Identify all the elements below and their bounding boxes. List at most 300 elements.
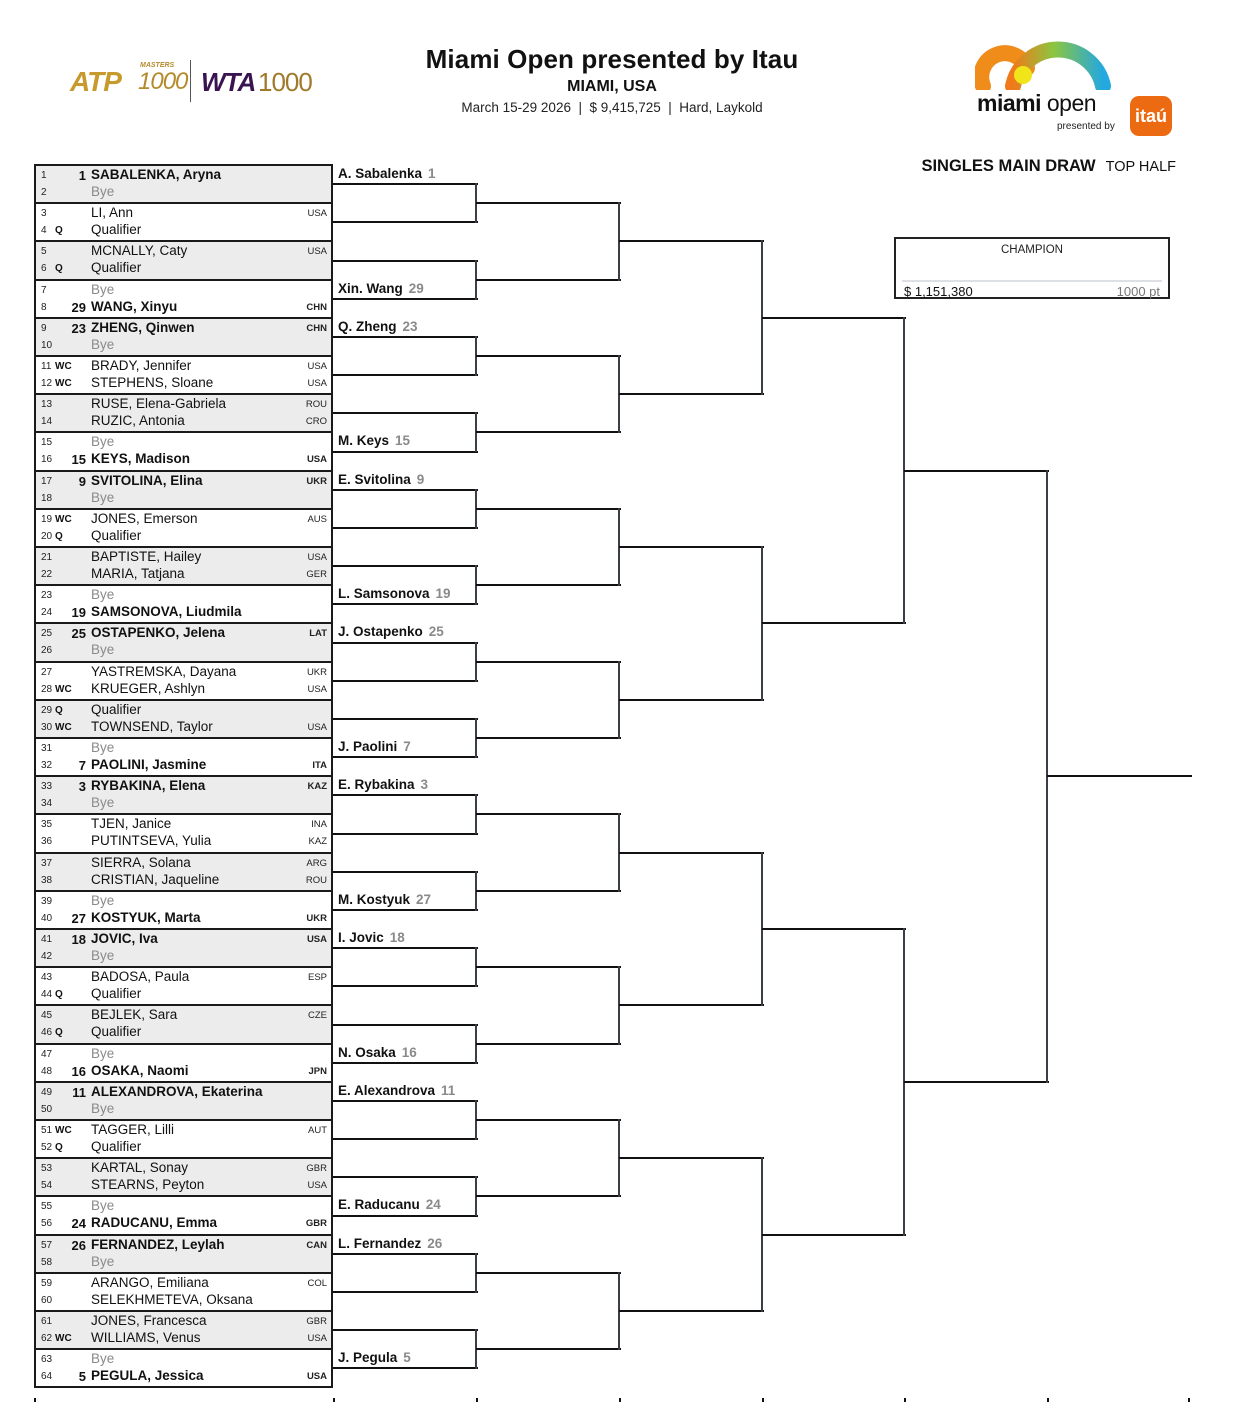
champion-points: 1000 pt [1116, 284, 1160, 299]
draw-row[interactable] [36, 1237, 331, 1254]
player-name: Bye [91, 795, 115, 811]
player-name: Qualifier [91, 986, 142, 1002]
draw-position: 15 [41, 437, 53, 449]
draw-position: 43 [41, 972, 53, 984]
draw-position: 39 [41, 895, 53, 907]
bracket-line [904, 1081, 1049, 1083]
draw-row[interactable] [36, 184, 331, 201]
bracket-line [619, 1310, 764, 1312]
player-name: LI, Ann [91, 205, 134, 221]
round2-seed: 15 [395, 433, 411, 449]
draw-row[interactable] [36, 1063, 331, 1080]
round2-winner[interactable] [338, 472, 424, 487]
draw-row[interactable] [36, 1275, 331, 1292]
draw-section: TOP HALF [1105, 159, 1176, 175]
itau-logo: itaú [1130, 96, 1172, 136]
draw-pair [34, 431, 333, 469]
draw-row[interactable] [36, 222, 331, 239]
draw-pair [34, 317, 333, 355]
player-name: TJEN, Janice [91, 816, 172, 832]
draw-position: 59 [41, 1277, 53, 1289]
round2-seed: 1 [428, 166, 436, 181]
round2-seed: 27 [416, 891, 432, 907]
player-name: YASTREMSKA, Dayana [91, 663, 237, 679]
draw-pair [34, 508, 333, 546]
round2-winner[interactable] [338, 624, 444, 639]
round2-winner[interactable] [338, 1083, 455, 1098]
player-name: Bye [91, 740, 115, 755]
seed-number: 18 [71, 932, 86, 947]
draw-pair [34, 546, 333, 584]
draw-row[interactable] [36, 1139, 331, 1156]
player-country: CZE [308, 1010, 327, 1022]
draw-row[interactable] [36, 396, 331, 413]
draw-row[interactable] [36, 740, 331, 757]
round2-player-name: E. Svitolina [338, 471, 411, 487]
bracket-line [1047, 775, 1192, 777]
draw-row[interactable] [36, 260, 331, 277]
entry-type: Q [55, 989, 63, 1001]
bracket-line [476, 737, 621, 739]
bracket-line [333, 527, 478, 529]
draw-position: 30 [41, 721, 53, 733]
bracket-line [333, 756, 478, 758]
draw-pair [34, 240, 333, 278]
round2-winner[interactable] [338, 319, 418, 334]
entry-type: WC [55, 721, 72, 733]
draw-position: 17 [41, 475, 53, 487]
draw-position: 18 [41, 492, 53, 504]
draw-pair [34, 1004, 333, 1042]
bracket-line [904, 470, 1049, 472]
player-country: USA [307, 361, 327, 372]
bracket-line [333, 909, 478, 911]
player-country: ESP [307, 972, 327, 984]
player-name: ZHENG, Qinwen [91, 319, 195, 335]
draw-row[interactable] [36, 757, 331, 774]
draw-row[interactable] [36, 948, 331, 965]
round2-winner[interactable] [338, 739, 411, 754]
draw-position: 34 [41, 798, 53, 810]
player-country: GBR [306, 1163, 327, 1175]
draw-position: 19 [41, 513, 53, 525]
bracket-line [333, 680, 478, 682]
draw-position: 7 [41, 284, 47, 296]
miami-open-wordmark [977, 90, 1096, 117]
player-country: ARG [306, 857, 327, 869]
player-name: PAOLINI, Jasmine [91, 757, 207, 772]
player-name: ALEXANDROVA, Ekaterina [91, 1083, 263, 1099]
player-name: BADOSA, Paula [91, 969, 190, 985]
player-name: FERNANDEZ, Leylah [91, 1236, 225, 1252]
player-name: SABALENKA, Aryna [91, 167, 222, 182]
draw-position: 63 [41, 1354, 53, 1366]
draw-row[interactable] [36, 604, 331, 621]
tournament-title: Miami Open presented by Itau [425, 44, 799, 74]
bracket-line [333, 1062, 478, 1064]
draw-pair [34, 1195, 333, 1233]
column-tick [34, 1398, 36, 1402]
player-name: Bye [91, 489, 115, 505]
round2-winner[interactable] [338, 166, 436, 181]
draw-row[interactable] [36, 434, 331, 451]
round2-winner[interactable] [338, 892, 431, 907]
round2-player-name: E. Raducanu [338, 1197, 420, 1213]
draw-row[interactable] [36, 587, 331, 604]
bracket-line [333, 412, 478, 414]
draw-position: 2 [41, 187, 47, 198]
champion-label: CHAMPION [1001, 244, 1063, 256]
player-name: JOVIC, Iva [91, 931, 158, 946]
draw-row[interactable] [36, 243, 331, 260]
player-name: RYBAKINA, Elena [91, 778, 206, 794]
atp-masters-label: MASTERS [140, 62, 175, 69]
player-name: BRADY, Jennifer [91, 358, 192, 373]
player-country: GER [306, 569, 327, 580]
draw-row[interactable] [36, 1084, 331, 1101]
bracket-line [476, 431, 621, 433]
draw-row[interactable] [36, 1024, 331, 1041]
draw-row[interactable] [36, 299, 331, 316]
player-name: STEPHENS, Sloane [91, 375, 214, 390]
draw-row[interactable] [36, 778, 331, 795]
draw-position: 62 [41, 1333, 53, 1344]
draw-position: 37 [41, 857, 53, 869]
player-country: USA [307, 552, 327, 563]
player-country: USA [306, 934, 327, 945]
player-country: INA [311, 819, 327, 831]
round2-seed: 9 [416, 471, 425, 487]
bracket-line [333, 336, 478, 338]
draw-pair [34, 699, 333, 737]
entry-type: WC [55, 361, 72, 372]
round2-seed: 11 [441, 1082, 456, 1098]
draw-row[interactable] [36, 986, 331, 1003]
player-country: USA [307, 1180, 327, 1192]
draw-row[interactable] [36, 1351, 331, 1368]
entry-type: WC [55, 1125, 72, 1136]
draw-pair [34, 813, 333, 851]
player-name: Qualifier [91, 701, 142, 717]
player-name: Bye [91, 1045, 115, 1061]
bracket-line [333, 718, 478, 720]
seed-number: 29 [71, 299, 86, 315]
bracket-line [476, 279, 621, 281]
draw-row[interactable] [36, 681, 331, 698]
seed-number: 26 [71, 1237, 86, 1253]
draw-position: 23 [41, 590, 53, 602]
round2-winner[interactable] [338, 1350, 411, 1365]
entry-type: WC [55, 683, 72, 695]
draw-pair [34, 966, 333, 1004]
draw-row[interactable] [36, 473, 331, 490]
draw-row[interactable] [36, 855, 331, 872]
draw-pair [34, 928, 333, 966]
bracket-line [762, 317, 906, 319]
round2-seed: 16 [401, 1044, 417, 1060]
open-word: open [1046, 90, 1097, 116]
round2-winner[interactable] [338, 281, 424, 296]
player-name: BAPTISTE, Hailey [91, 549, 202, 564]
bracket-line [333, 947, 478, 949]
draw-position: 26 [41, 645, 53, 657]
draw-row[interactable] [36, 566, 331, 583]
wta-logo: WTA [201, 67, 256, 97]
draw-position: 31 [41, 743, 53, 754]
draw-position: 44 [41, 989, 53, 1001]
player-name: SAMSONOVA, Liudmila [91, 604, 242, 620]
draw-position: 53 [41, 1163, 53, 1175]
draw-pair [34, 1310, 333, 1348]
bracket-line [619, 546, 764, 548]
player-country: KAZ [307, 781, 327, 793]
bracket-line [619, 1157, 764, 1159]
draw-position: 51 [41, 1125, 53, 1136]
draw-position: 14 [41, 416, 53, 428]
column-tick [1047, 1398, 1049, 1402]
draw-position: 6 [41, 263, 47, 275]
round2-seed: 5 [403, 1350, 411, 1366]
round2-seed: 3 [420, 777, 429, 793]
player-country: UKR [306, 666, 327, 678]
entry-type: WC [55, 513, 72, 525]
draw-row[interactable] [36, 528, 331, 545]
draw-row[interactable] [36, 549, 331, 566]
draw-row[interactable] [36, 167, 331, 184]
draw-position: 40 [41, 912, 53, 924]
bracket-line [333, 260, 478, 262]
draw-position: 36 [41, 836, 53, 848]
seed-number: 25 [71, 626, 86, 642]
draw-row[interactable] [36, 413, 331, 430]
column-tick [619, 1398, 621, 1402]
round2-player-name: Q. Zheng [338, 318, 397, 334]
draw-position: 11 [41, 361, 52, 372]
seed-number: 9 [78, 473, 86, 489]
player-name: STEARNS, Peyton [91, 1177, 205, 1193]
seed-number: 27 [71, 910, 86, 926]
tournament-info: March 15-29 2026 | $ 9,415,725 | Hard, Laykold [461, 100, 763, 115]
draw-row[interactable] [36, 702, 331, 719]
draw-row[interactable] [36, 1330, 331, 1347]
bracket-line [333, 1329, 478, 1331]
draw-position: 54 [41, 1180, 53, 1192]
player-name: RUSE, Elena-Gabriela [91, 396, 227, 412]
draw-row[interactable] [36, 320, 331, 337]
seed-number: 15 [71, 452, 86, 468]
bracket-line [333, 183, 478, 185]
draw-row[interactable] [36, 1254, 331, 1271]
draw-row[interactable] [36, 719, 331, 736]
wta-level: 1000 [258, 67, 312, 97]
draw-row[interactable] [36, 1368, 331, 1385]
player-name: ARANGO, Emiliana [91, 1274, 209, 1290]
draw-position: 56 [41, 1218, 53, 1230]
draw-row[interactable] [36, 872, 331, 889]
bracket-line [619, 852, 764, 854]
draw-position: 61 [41, 1316, 53, 1327]
bracket-line [476, 890, 621, 892]
draw-row[interactable] [36, 375, 331, 392]
atp-logo: ATP [70, 66, 121, 97]
draw-title [880, 157, 1176, 176]
round2-winner[interactable] [338, 930, 405, 945]
draw-position: 55 [41, 1201, 53, 1213]
player-name: KARTAL, Sonay [91, 1160, 189, 1176]
round2-seed: 18 [389, 930, 405, 945]
entry-type: Q [55, 1142, 63, 1153]
draw-pair [34, 1043, 333, 1081]
draw-pair [34, 1081, 333, 1119]
draw-position: 27 [41, 666, 53, 678]
bracket-line [476, 661, 621, 663]
draw-row[interactable] [36, 931, 331, 948]
draw-row[interactable] [36, 910, 331, 927]
bracket-line [333, 1176, 478, 1178]
round2-player-name: J. Pegula [338, 1350, 398, 1366]
player-name: CRISTIAN, Jaqueline [91, 871, 220, 887]
bracket-line [476, 508, 621, 510]
draw-row[interactable] [36, 1046, 331, 1063]
draw-row[interactable] [36, 1160, 331, 1177]
player-name: TOWNSEND, Taylor [91, 718, 213, 734]
round2-player-name: Xin. Wang [338, 280, 403, 296]
round2-winner[interactable] [338, 777, 428, 792]
player-name: MARIA, Tatjana [91, 566, 185, 581]
draw-position: 5 [41, 246, 47, 258]
round2-player-name: M. Kostyuk [338, 891, 411, 907]
draw-pair [34, 890, 333, 928]
round2-seed: 23 [402, 318, 418, 334]
draw-position: 8 [41, 301, 47, 313]
round2-winner[interactable] [338, 586, 451, 601]
draw-position: 13 [41, 399, 53, 411]
player-country: UKR [306, 475, 327, 487]
draw-row[interactable] [36, 1101, 331, 1118]
player-country: ROU [305, 874, 327, 886]
column-tick [476, 1398, 478, 1402]
draw-row[interactable] [36, 816, 331, 833]
player-country: AUS [307, 513, 327, 525]
draw-row[interactable] [36, 642, 331, 659]
draw-position: 45 [41, 1010, 53, 1022]
player-country: USA [307, 208, 327, 220]
draw-row[interactable] [36, 833, 331, 850]
draw-row[interactable] [36, 1313, 331, 1330]
draw-position: 50 [41, 1103, 53, 1115]
draw-position: 64 [41, 1371, 53, 1383]
player-country: KAZ [308, 836, 327, 848]
draw-row[interactable] [36, 795, 331, 812]
round2-winner[interactable] [338, 1197, 441, 1212]
player-country: CRO [305, 416, 327, 428]
draw-row[interactable] [36, 511, 331, 528]
draw-row[interactable] [36, 625, 331, 642]
draw-position: 57 [41, 1239, 53, 1251]
draw-row[interactable] [36, 337, 331, 354]
draw-position: 25 [41, 628, 53, 640]
logo-divider [190, 60, 191, 102]
draw-pair [34, 737, 333, 775]
round2-seed: 29 [408, 280, 424, 296]
bracket-line [476, 355, 621, 357]
draw-row[interactable] [36, 893, 331, 910]
player-name: Bye [91, 336, 115, 352]
player-name: KEYS, Madison [91, 451, 191, 467]
draw-row[interactable] [36, 282, 331, 299]
draw-row[interactable] [36, 358, 331, 375]
bracket-line [333, 642, 478, 644]
bracket-line [476, 813, 621, 815]
player-name: JONES, Emerson [91, 510, 198, 526]
draw-row[interactable] [36, 205, 331, 222]
draw-row[interactable] [36, 1215, 331, 1232]
draw-row[interactable] [36, 664, 331, 681]
atp-wta-logo [70, 58, 310, 106]
bracket-line [476, 1272, 621, 1274]
round2-winner[interactable] [338, 1045, 417, 1060]
player-name: Bye [91, 281, 115, 297]
draw-position: 28 [41, 683, 53, 695]
player-country: LAT [309, 628, 327, 640]
draw-row[interactable] [36, 451, 331, 468]
draw-position: 3 [41, 208, 47, 220]
player-name: Bye [91, 892, 115, 908]
player-country: USA [307, 246, 327, 258]
draw-position: 52 [41, 1142, 53, 1153]
player-name: Bye [91, 587, 115, 603]
presented-by-label: presented by [1057, 121, 1115, 132]
player-name: BEJLEK, Sara [91, 1007, 178, 1023]
seed-number: 7 [78, 758, 86, 773]
bracket-line [333, 794, 478, 796]
draw-row[interactable] [36, 1122, 331, 1139]
player-name: SELEKHMETEVA, Oksana [91, 1291, 253, 1307]
draw-row[interactable] [36, 1007, 331, 1024]
bracket-line [762, 1234, 906, 1236]
draw-pair [34, 393, 333, 431]
bracket-line [476, 202, 621, 204]
round2-winner[interactable] [338, 1236, 442, 1251]
draw-pair [34, 1119, 333, 1157]
bracket-line [762, 622, 906, 624]
player-country: GBR [306, 1316, 327, 1327]
draw-row[interactable] [36, 490, 331, 507]
draw-row[interactable] [36, 1198, 331, 1215]
draw-pair [34, 202, 333, 240]
draw-row[interactable] [36, 1177, 331, 1194]
player-name: Bye [91, 1351, 115, 1367]
entry-type: Q [55, 225, 63, 237]
bracket-line [333, 1138, 478, 1140]
bracket-line [333, 298, 478, 300]
bracket-line [619, 1004, 764, 1006]
draw-pair [34, 279, 333, 317]
player-country: GBR [305, 1218, 327, 1230]
draw-position: 42 [41, 951, 53, 962]
round2-winner[interactable] [338, 433, 410, 448]
player-name: WILLIAMS, Venus [91, 1330, 201, 1345]
player-name: Qualifier [91, 222, 142, 238]
round2-seed: 24 [425, 1197, 441, 1213]
draw-row[interactable] [36, 969, 331, 986]
entry-type: Q [55, 1027, 63, 1039]
draw-position: 20 [41, 530, 53, 542]
draw-row[interactable] [36, 1292, 331, 1309]
player-name: Bye [91, 642, 115, 658]
draw-pair [34, 775, 333, 813]
draw-pair [34, 1272, 333, 1310]
